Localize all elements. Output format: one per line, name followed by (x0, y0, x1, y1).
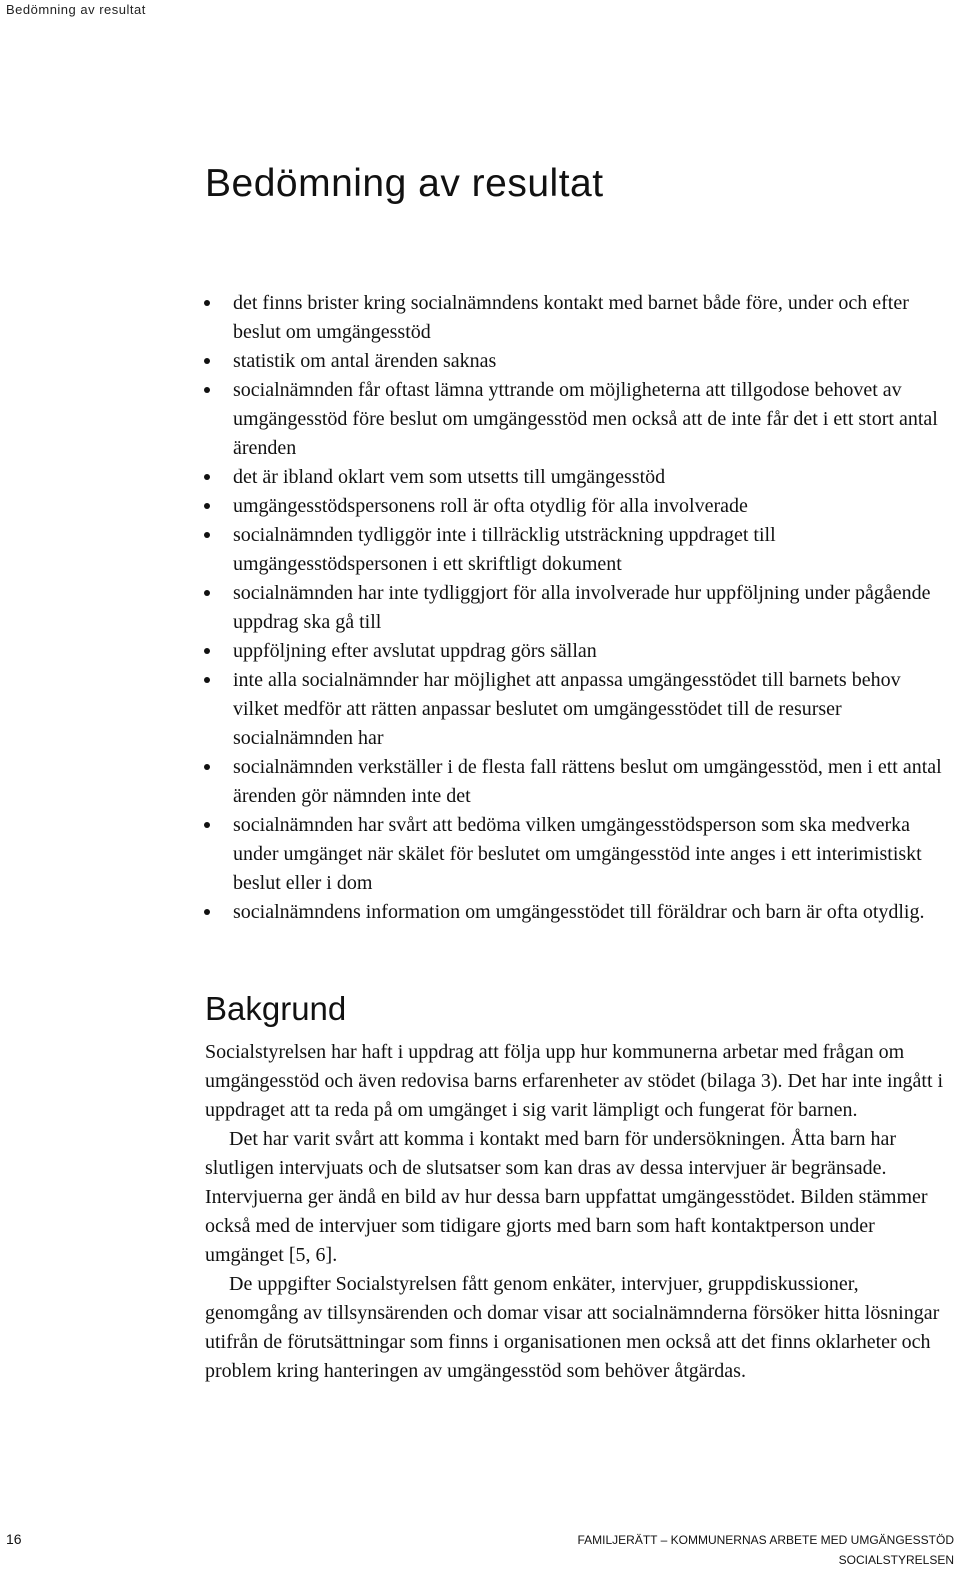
list-item (202, 898, 942, 927)
bullet-icon (204, 648, 210, 654)
list-item (202, 347, 942, 376)
list-item-text: inte alla socialnämnder har möjlighet att anpassa umgängesstödet till barnets behov vilket medför att rätten anpassar beslutet om umgängesstödet till de resurser socialnämnden har (233, 669, 901, 749)
list-item-text: uppföljning efter avslutat uppdrag görs sällan (233, 640, 597, 662)
list-item (202, 376, 942, 463)
list-item-text: socialnämnden verkställer i de flesta fall rättens beslut om umgängesstöd, men i ett antal ärenden gör nämnden inte det (233, 756, 942, 807)
page-number: 16 (6, 1531, 22, 1547)
bullet-icon (204, 474, 210, 480)
list-item (202, 579, 942, 637)
footer-publisher: SOCIALSTYRELSEN (838, 1553, 954, 1567)
list-item (202, 521, 942, 579)
paragraph: Det har varit svårt att komma i kontakt med barn för undersökningen. Åtta barn har slutligen intervjuats och de slutsatser som kan dras av dessa intervjuer är begränsade. Intervjuerna ger ändå en bild av hur dessa barn uppfattat umgängesstödet. Bilden stämmer också med de intervjuer som tidigare gjorts med barn som haft kontaktperson under umgänget [5, 6]. (205, 1128, 928, 1266)
list-item (202, 637, 942, 666)
list-item-text: socialnämnden har svårt att bedöma vilken umgängesstödsperson som ska medverka under umgänget när skälet för beslutet om umgängesstöd inte anges i ett interimistiskt beslut eller i dom (233, 814, 922, 894)
list-item-text: socialnämndens information om umgängesstödet till föräldrar och barn är ofta otydlig. (233, 901, 925, 923)
section-title: Bakgrund (205, 990, 347, 1027)
bullet-icon (204, 909, 210, 915)
footer (578, 1530, 955, 1570)
list-item (202, 753, 942, 811)
bullet-icon (204, 300, 210, 306)
list-item (202, 289, 942, 347)
list-item-text: det finns brister kring socialnämndens kontakt med barnet både före, under och efter beslut om umgängesstöd (233, 292, 909, 343)
list-item (202, 811, 942, 898)
bullet-icon (204, 532, 210, 538)
paragraph: Socialstyrelsen har haft i uppdrag att följa upp hur kommunerna arbetar med frågan om umgängesstöd och även redovisa barns erfarenheter av stödet (bilaga 3). Det har inte ingått i uppdraget att ta reda på om umgänget i sig varit lämpligt och fungerat för barnen. (205, 1041, 944, 1121)
list-item (202, 666, 942, 753)
list-item-text: socialnämnden får oftast lämna yttrande om möjligheterna att tillgodose behovet av umgängesstöd före beslut om umgängesstöd men också att de inte får det i ett stort antal ärenden (233, 379, 938, 459)
list-item (202, 463, 942, 492)
bullet-icon (204, 358, 210, 364)
chapter-title: Bedömning av resultat (205, 162, 604, 205)
bullet-icon (204, 764, 210, 770)
background-section (205, 1038, 945, 1386)
list-item-text: umgängesstödspersonens roll är ofta otydlig för alla involverade (233, 495, 748, 517)
findings-list (202, 289, 942, 927)
footer-publication: FAMILJERÄTT – KOMMUNERNAS ARBETE MED UMGÄNGESSTÖD (577, 1533, 954, 1547)
bullet-icon (204, 822, 210, 828)
bullet-icon (204, 590, 210, 596)
list-item-text: det är ibland oklart vem som utsetts till umgängesstöd (233, 466, 666, 488)
list-item-text: socialnämnden tydliggör inte i tillräcklig utsträckning uppdraget till umgängesstödspersonen i ett skriftligt dokument (233, 524, 776, 575)
bullet-icon (204, 677, 210, 683)
bullet-icon (204, 387, 210, 393)
running-header: Bedömning av resultat (6, 2, 146, 17)
bullet-icon (204, 503, 210, 509)
list-item-text: socialnämnden har inte tydliggjort för alla involverade hur uppföljning under pågående uppdrag ska gå till (233, 582, 931, 633)
list-item-text: statistik om antal ärenden saknas (233, 350, 497, 372)
paragraph: De uppgifter Socialstyrelsen fått genom enkäter, intervjuer, gruppdiskussioner, genomgång av tillsynsärenden och domar visar att socialnämnderna försöker hitta lösningar utifrån de förutsättningar som finns i organisationen men också att det finns oklarheter och problem kring hanteringen av umgängesstöd som behöver åtgärdas. (205, 1273, 940, 1382)
list-item (202, 492, 942, 521)
